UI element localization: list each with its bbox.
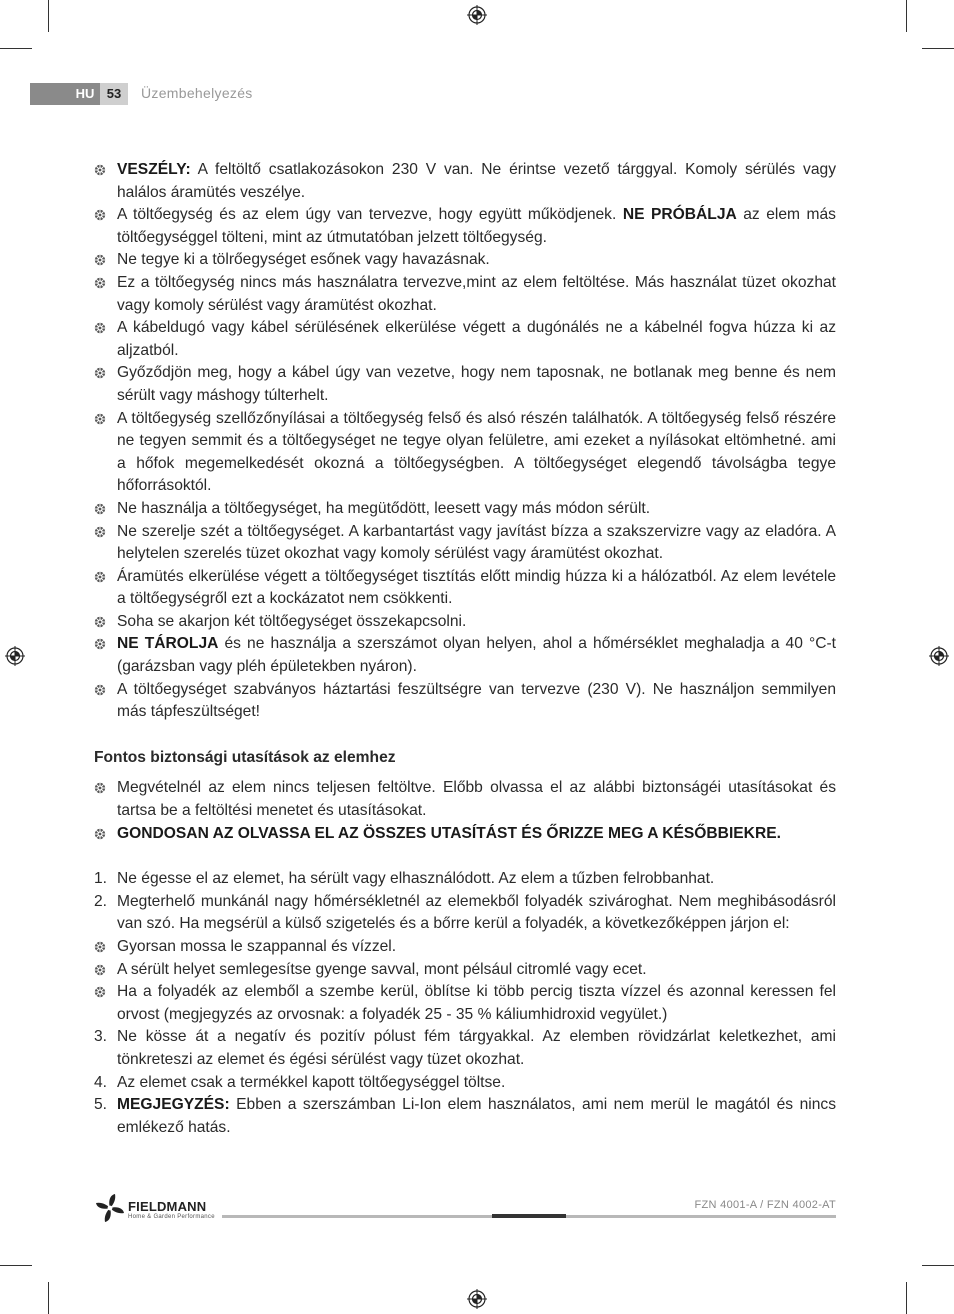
item-number: 3. bbox=[94, 1028, 108, 1046]
list-item bbox=[94, 777, 836, 822]
safety-list-charger bbox=[94, 159, 836, 724]
list-item bbox=[94, 936, 836, 959]
footer-rule-accent bbox=[492, 1214, 566, 1218]
item-text: Ne kösse át a negatív és pozitív pólust fém tárgyakkal. Az elemben rövidzárlat keletkezhet, ami tönkreteszi az elemet és égési sérülést vagy tüzet okozhat. bbox=[117, 1028, 836, 1068]
registration-mark-icon bbox=[467, 1289, 487, 1309]
item-text: Ha a folyadék az elemből a szembe kerül, öblítse ki több percig tiszta vízzel és azonnal keressen fel orvost (megjegyzés az orvosnak: a folyadék 25 - 35 % káliumhidroxid vegyület.) bbox=[117, 983, 836, 1023]
bullet-icon bbox=[94, 322, 106, 334]
item-number: 5. bbox=[94, 1096, 108, 1114]
emphasis-text: GONDOSAN AZ OLVASSA EL AZ ÖSSZES UTASÍTÁST ÉS ŐRIZZE MEG A KÉSŐBBIEKRE. bbox=[117, 824, 781, 842]
page-number: 53 bbox=[100, 83, 128, 105]
bullet-icon bbox=[94, 277, 106, 289]
list-item bbox=[94, 823, 836, 846]
item-text: Megvételnél az elem nincs teljesen feltöltve. Előbb olvassa el az alábbi biztonságéi utasításokat és tartsa be a feltöltési menetet és utasításokat. bbox=[117, 779, 836, 820]
item-text: Ne tegye ki a tölrőegységet esőnek vagy havazásnak. bbox=[117, 251, 490, 269]
list-item bbox=[94, 408, 836, 498]
bullet-icon bbox=[94, 616, 106, 628]
item-text: A töltőegységet szabványos háztartási feszültségre van tervezve (230 V). Ne használjon semmilyen más tápfeszültséget! bbox=[117, 680, 836, 721]
item-text: Ne égesse el az elemet, ha sérült vagy elhasználódott. Az elem a tűzben felrobbanhat. bbox=[117, 870, 715, 888]
brand-tagline: Home & Garden Performance bbox=[128, 1214, 215, 1220]
item-text: Ebben a szerszámban Li-Ion elem használatos, ami nem merül le magától és nincs emlékező hatás. bbox=[117, 1096, 836, 1136]
item-text: Áramütés elkerülése végett a töltőegységet tisztítás előtt mindig húzza ki a hálózatból. Az elem levétele a töltőegységről ezt a kockázatot nem csökkenti. bbox=[117, 567, 836, 608]
item-number: 2. bbox=[94, 892, 108, 910]
page-content bbox=[94, 159, 836, 1139]
bullet-icon bbox=[94, 986, 106, 998]
list-item bbox=[94, 521, 836, 566]
item-text: Gyorsan mossa le szappannal és vízzel. bbox=[117, 938, 397, 955]
bullet-icon bbox=[94, 941, 106, 953]
list-item bbox=[94, 317, 836, 362]
item-number: 1. bbox=[94, 870, 108, 888]
bullet-icon bbox=[94, 571, 106, 583]
item-text: A feltöltő csatlakozásokon 230 V van. Ne érintse vezető tárggyal. Komoly sérülés vagy halálos áramütés veszélye. bbox=[117, 161, 836, 201]
item-number: 4. bbox=[94, 1073, 108, 1091]
bullet-icon bbox=[94, 964, 106, 976]
item-text: A töltőegység szellőzőnyílásai a töltőegység felső és alsó részén találhatók. A töltőegység felső részére ne tegyen semmit és a töltőegységet ne tegye olyan felületre, ami ezeket a nyílásokat eltömhetné. ami a hőfok megemelkedését okozná a töltőegységben. A töltőegységet elegendő távolságba tegye hőforrásoktól. bbox=[117, 409, 836, 495]
section-title: Üzembehelyezés bbox=[141, 85, 253, 101]
crop-mark bbox=[922, 48, 954, 49]
bullet-icon bbox=[94, 684, 106, 696]
item-text: az elem más töltőegységgel tölteni, mint az útmutatóban jelzett töltőegység. bbox=[117, 206, 836, 246]
emphasis-text: NE PRÓBÁLJA bbox=[622, 206, 737, 224]
list-item bbox=[94, 611, 836, 634]
list-item bbox=[94, 868, 836, 891]
list-item bbox=[94, 1072, 836, 1095]
list-item bbox=[94, 498, 836, 521]
list-item bbox=[94, 633, 836, 678]
bullet-icon bbox=[94, 526, 106, 538]
list-item bbox=[94, 272, 836, 317]
list-item bbox=[94, 159, 836, 204]
item-text: Ne használja a töltőegységet, ha megütődött, leesett vagy más módon sérült. bbox=[117, 499, 651, 517]
list-item bbox=[94, 204, 836, 249]
bullet-icon bbox=[94, 164, 106, 176]
item-text: Az elemet csak a termékkel kapott töltőegységgel töltse. bbox=[117, 1073, 506, 1091]
item-text: Soha se akarjon két töltőegységet összekapcsolni. bbox=[117, 612, 467, 630]
crop-mark bbox=[906, 1282, 907, 1314]
bullet-icon bbox=[94, 782, 106, 794]
list-item bbox=[94, 981, 836, 1026]
item-text: Ez a töltőegység nincs más használatra tervezve,mint az elem feltöltése. Más használat tüzet okozhat vagy komoly sérülést vagy áramütést okozhat. bbox=[117, 273, 836, 314]
registration-mark-icon bbox=[929, 646, 949, 666]
emphasis-text: NE TÁROLJA bbox=[117, 635, 219, 653]
item-text: és ne használja a szerszámot olyan helyen, ahol a hőmérséklet meghaladja a 40 °C-t (garázsban vagy pléh épületekben nyáron). bbox=[117, 635, 836, 676]
numbered-instructions bbox=[94, 868, 836, 1139]
bullet-icon bbox=[94, 828, 106, 840]
crop-mark bbox=[0, 1265, 32, 1266]
bullet-icon bbox=[94, 367, 106, 379]
list-item bbox=[94, 362, 836, 407]
list-item bbox=[94, 566, 836, 611]
bullet-icon bbox=[94, 209, 106, 221]
safety-list-battery bbox=[94, 777, 836, 845]
list-item bbox=[94, 1094, 836, 1139]
registration-mark-icon bbox=[5, 646, 25, 666]
list-item bbox=[94, 679, 836, 724]
bullet-icon bbox=[94, 638, 106, 650]
crop-mark bbox=[48, 1282, 49, 1314]
model-number: FZN 4001-A / FZN 4002-AT bbox=[694, 1199, 836, 1211]
language-code: HU bbox=[75, 86, 95, 101]
fan-logo-icon bbox=[94, 1192, 126, 1224]
list-item bbox=[94, 249, 836, 272]
crop-mark bbox=[0, 48, 32, 49]
list-item bbox=[94, 1026, 836, 1071]
list-item bbox=[94, 891, 836, 936]
emphasis-text: MEGJEGYZÉS: bbox=[117, 1096, 230, 1114]
registration-mark-icon bbox=[467, 5, 487, 25]
crop-mark bbox=[48, 0, 49, 32]
item-text: Megterhelő munkánál nagy hőmérsékletnél az elemekből folyadék szivároghat. Nem meghibásodásról van szó. Ha megsérül a külső szigetelés és a bőrre kerül a folyadék, a következőképpen járjon el: bbox=[117, 892, 836, 933]
crop-mark bbox=[906, 0, 907, 32]
list-item bbox=[94, 959, 836, 982]
item-text: A töltőegység és az elem úgy van tervezve, hogy együtt működjenek. bbox=[117, 206, 623, 224]
bullet-icon bbox=[94, 413, 106, 425]
bullet-icon bbox=[94, 254, 106, 266]
emphasis-text: VESZÉLY: bbox=[117, 161, 191, 178]
item-text: A sérült helyet semlegesítse gyenge savval, mont pélsául citromlé vagy ecet. bbox=[117, 960, 647, 978]
item-text: A kábeldugó vagy kábel sérülésének elkerülése végett a dugónálés ne a kábelnél fogva húzza ki az aljzatból. bbox=[117, 319, 836, 359]
battery-safety-heading: Fontos biztonsági utasítások az elemhez bbox=[94, 748, 396, 766]
bullet-icon bbox=[94, 503, 106, 515]
brand-name: FIELDMANN bbox=[128, 1199, 207, 1214]
item-text: Ne szerelje szét a töltőegységet. A karbantartást vagy javítást bízza a szakszervizre vagy az eladóra. A helytelen szerelés tüzet okozhat vagy komoly sérülést vagy áramütést okozhat. bbox=[117, 522, 836, 563]
item-text: Győződjön meg, hogy a kábel úgy van vezetve, hogy nem taposnak, ne botlanak meg benne és nem sérült vagy máshogy túlterhelt. bbox=[117, 364, 836, 404]
crop-mark bbox=[922, 1265, 954, 1266]
